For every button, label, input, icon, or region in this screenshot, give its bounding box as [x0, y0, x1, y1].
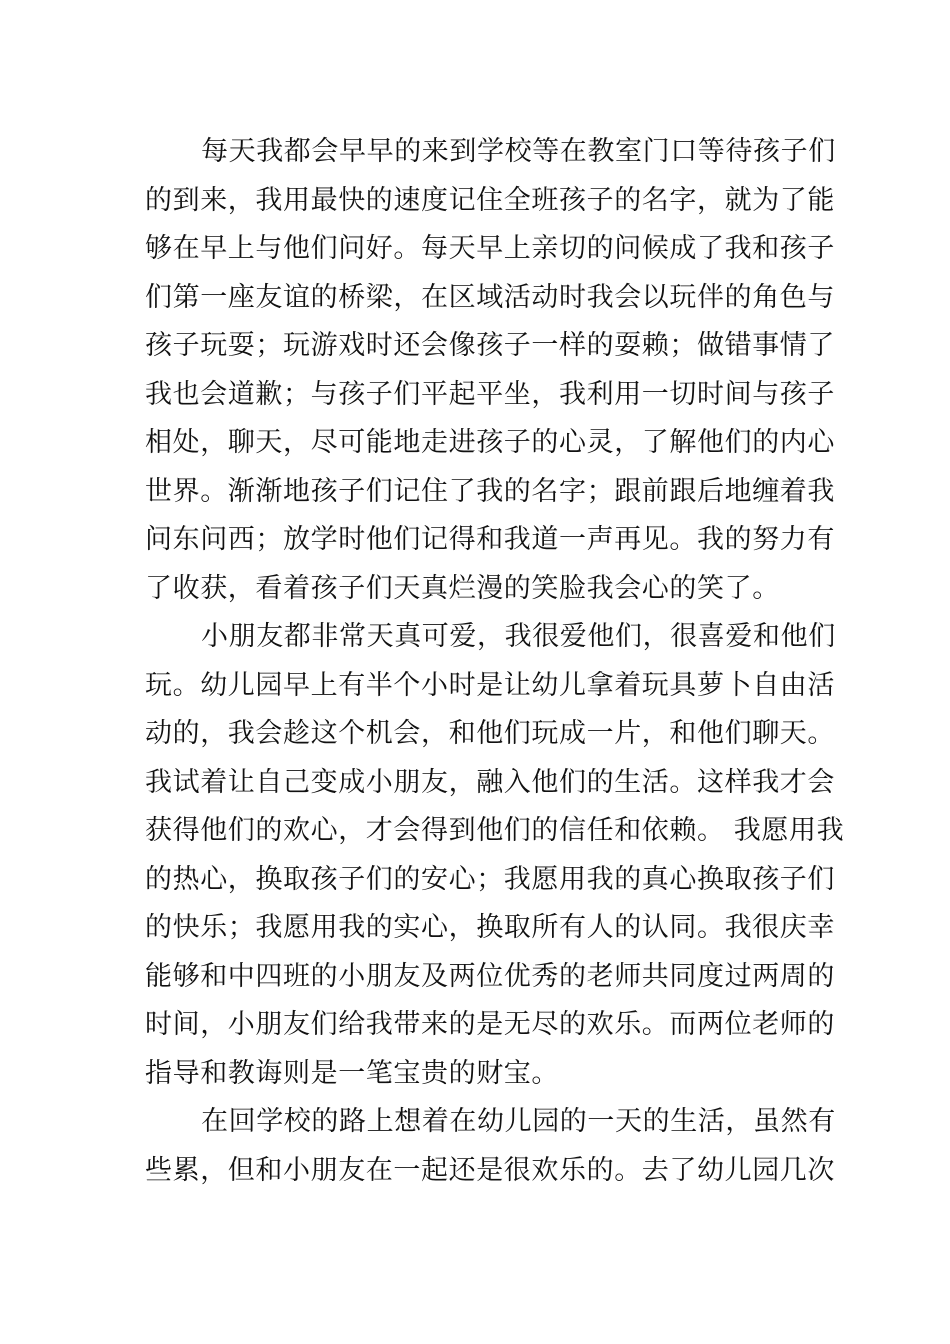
- text-line: 指导和教诲则是一笔宝贵的财宝。: [145, 1057, 559, 1089]
- text-line: 世界。渐渐地孩子们记住了我的名字；跟前跟后地缠着我: [145, 475, 835, 507]
- text-line: 我也会道歉；与孩子们平起平坐，我利用一切时间与孩子: [145, 378, 835, 410]
- text-line: 了收获，看着孩子们天真烂漫的笑脸我会心的笑了。: [145, 572, 780, 604]
- text-line: 获得他们的欢心，才会得到他们的信任和依赖。 我愿用我: [145, 815, 845, 846]
- text-line: 问东问西；放学时他们记得和我道一声再见。我的努力有: [145, 524, 835, 555]
- text-line: 我试着让自己变成小朋友，融入他们的生活。这样我才会: [145, 766, 835, 798]
- paragraph-first-line: 每天我都会早早的来到学校等在教室门口等待孩子们: [201, 136, 836, 167]
- text-line: 些累，但和小朋友在一起还是很欢乐的。去了幼儿园几次: [145, 1154, 835, 1186]
- text-line: 的到来，我用最快的速度记住全班孩子的名字，就为了能: [145, 184, 835, 216]
- paragraph-first-line: 小朋友都非常天真可爱，我很爱他们，很喜爱和他们: [201, 621, 836, 652]
- paragraph-first-line: 在回学校的路上想着在幼儿园的一天的生活，虽然有: [201, 1106, 836, 1137]
- text-line: 动的，我会趁这个机会，和他们玩成一片，和他们聊天。: [145, 718, 835, 749]
- text-line: 能够和中四班的小朋友及两位优秀的老师共同度过两周的: [145, 960, 835, 992]
- text-line: 孩子玩耍；玩游戏时还会像孩子一样的耍赖；做错事情了: [145, 330, 835, 361]
- text-line: 相处，聊天，尽可能地走进孩子的心灵，了解他们的内心: [145, 427, 835, 458]
- body-text: [145, 128, 845, 1195]
- text-line: 玩。幼儿园早上有半个小时是让幼儿拿着玩具萝卜自由活: [145, 669, 835, 701]
- text-line: 够在早上与他们问好。每天早上亲切的问候成了我和孩子: [145, 233, 835, 264]
- text-line: 的热心，换取孩子们的安心；我愿用我的真心换取孩子们: [145, 863, 835, 895]
- text-line: 时间，小朋友们给我带来的是无尽的欢乐。而两位老师的: [145, 1009, 835, 1040]
- text-line: 的快乐；我愿用我的实心，换取所有人的认同。我很庆幸: [145, 912, 835, 943]
- text-line: 们第一座友谊的桥梁，在区域活动时我会以玩伴的角色与: [145, 281, 835, 313]
